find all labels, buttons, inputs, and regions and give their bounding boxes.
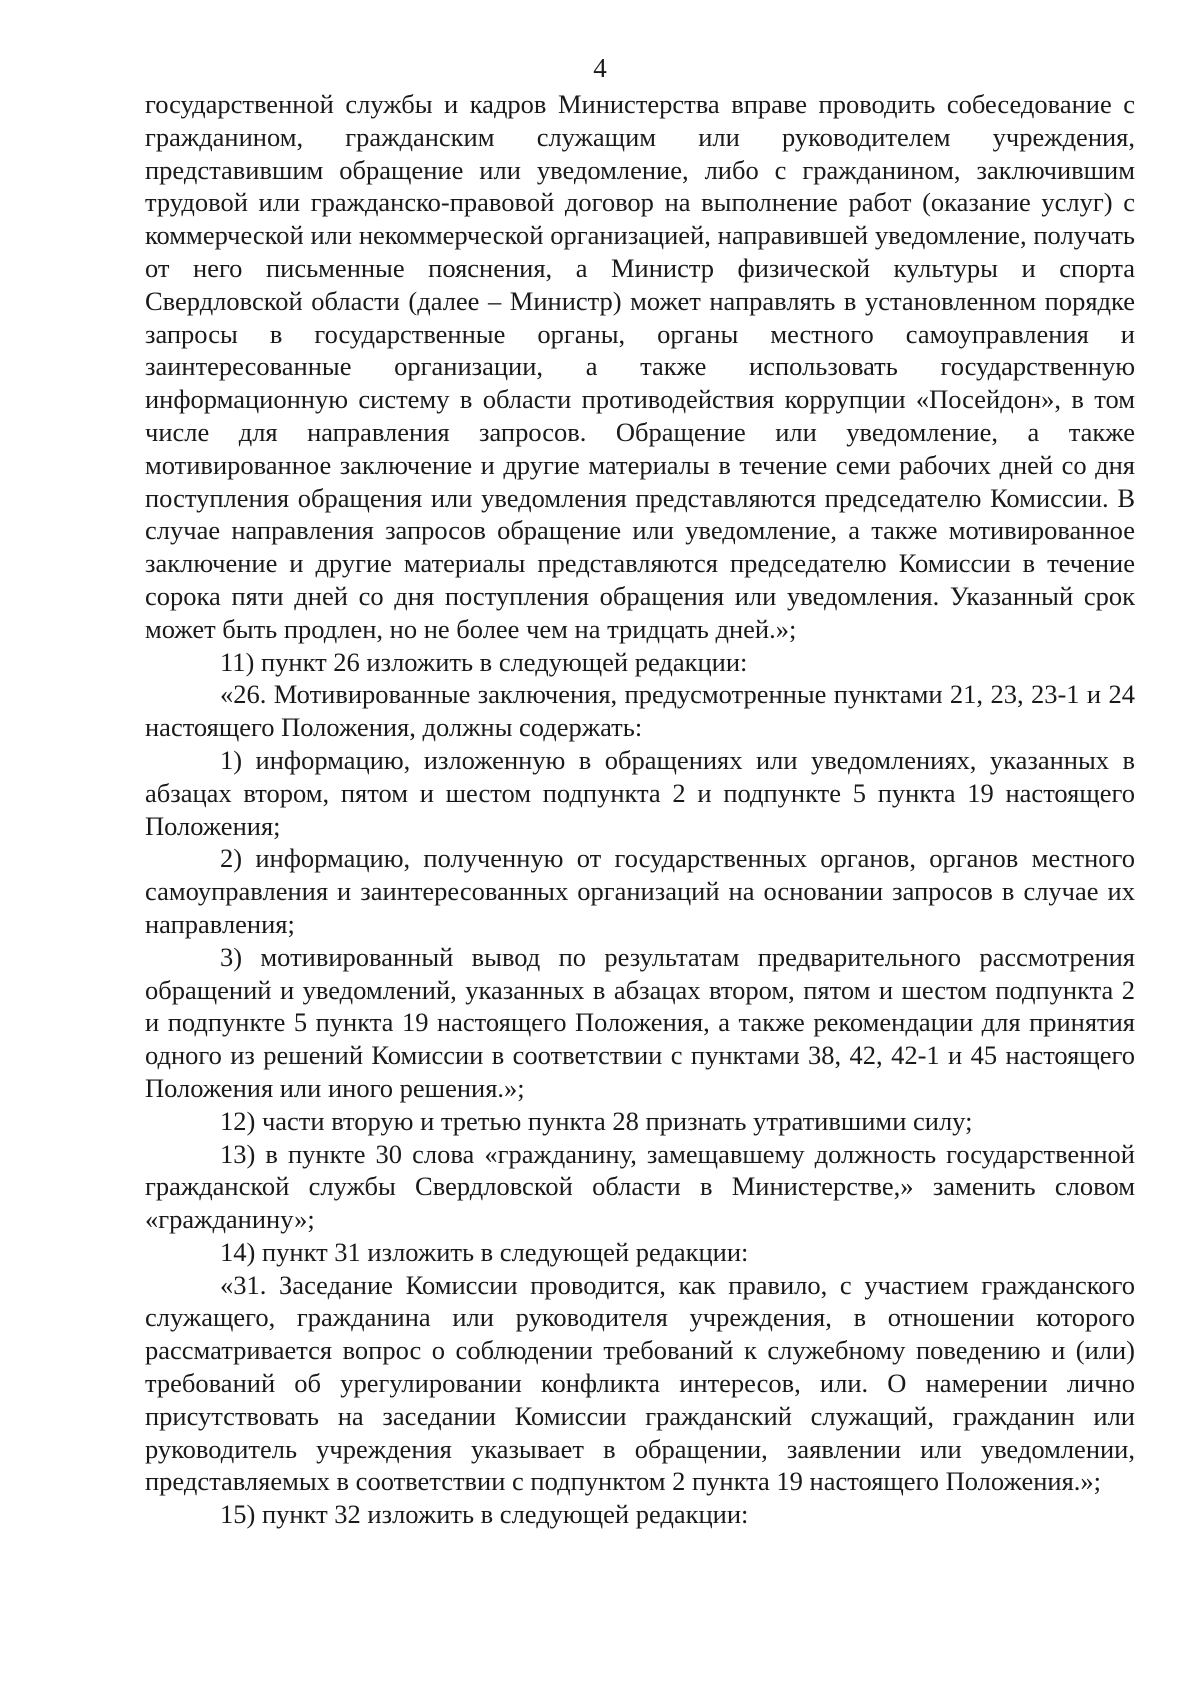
paragraph-clause-26: «26. Мотивированные заключения, предусмотренные пунктами 21, 23, 23-1 и 24 настоящего Положения, должны содержать: xyxy=(145,679,1135,743)
paragraph-item-13: 13) в пункте 30 слова «гражданину, замещавшему должность государственной гражданской службы Свердловской области в Министерстве,» заменить словом «гражданину»; xyxy=(145,1138,1135,1235)
paragraph-subitem-1: 1) информацию, изложенную в обращениях или уведомлениях, указанных в абзацах втором, пятом и шестом подпункта 2 и подпункте 5 пункта 19 настоящего Положения; xyxy=(145,744,1135,841)
paragraph-item-14: 14) пункт 31 изложить в следующей редакции: xyxy=(220,1236,749,1267)
paragraph-clause-31: «31. Заседание Комиссии проводится, как правило, с участием гражданского служащего, гражданина или руководителя учреждения, в отношении которого рассматривается вопрос о соблюдении требований к служебному поведению и (или) требований об урегулировании конфликта интересов, или. О намерении лично присутствовать на заседании Комиссии гражданский служащий, гражданин или руководитель учреждения указывает в обращении, заявлении или уведомлении, представляемых в соответствии с подпунктом 2 пункта 19 настоящего Положения.»; xyxy=(145,1269,1135,1497)
document-body xyxy=(145,88,1135,1531)
paragraph-item-15: 15) пункт 32 изложить в следующей редакции: xyxy=(220,1499,749,1530)
paragraph-item-12: 12) части вторую и третью пункта 28 признать утратившими силу; xyxy=(220,1105,973,1136)
page-number: 4 xyxy=(593,53,607,83)
paragraph-subitem-2: 2) информацию, полученную от государственных органов, органов местного самоуправления и заинтересованных организаций на основании запросов в случае их направления; xyxy=(145,843,1135,939)
paragraph-continuation: государственной службы и кадров Министерства вправе проводить собеседование с гражданином, гражданским служащим или руководителем учреждения, представившим обращение или уведомление, либо с гражданином, заключившим трудовой или гражданско-правовой договор на выполнение работ (оказание услуг) с коммерческой или некоммерческой организацией, направившей уведомление, получать от него письменные пояснения, а Министр физической культуры и спорта Свердловской области (далее – Министр) может направлять в установленном порядке запросы в государственные органы, органы местного самоуправления и заинтересованные организации, а также использовать государственную информационную систему в области противодействия коррупции «Посейдон», в том числе для направления запросов. Обращение или уведомление, а также мотивированное заключение и другие материалы в течение семи рабочих дней со дня поступления обращения или уведомления представляются председателю Комиссии. В случае направления запросов обращение или уведомление, а также мотивированное заключение и другие материалы представляются председателю Комиссии в течение сорока пяти дней со дня поступления обращения или уведомления. Указанный срок может быть продлен, но не более чем на тридцать дней.»; xyxy=(145,89,1135,644)
paragraph-item-11: 11) пункт 26 изложить в следующей редакции: xyxy=(220,646,748,677)
paragraph-subitem-3: 3) мотивированный вывод по результатам предварительного рассмотрения обращений и уведомлений, указанных в абзацах втором, пятом и шестом подпункта 2 и подпункте 5 пункта 19 настоящего Положения, а также рекомендации для принятия одного из решений Комиссии в соответствии с пунктами 38, 42, 42-1 и 45 настоящего Положения или иного решения.»; xyxy=(145,941,1135,1103)
